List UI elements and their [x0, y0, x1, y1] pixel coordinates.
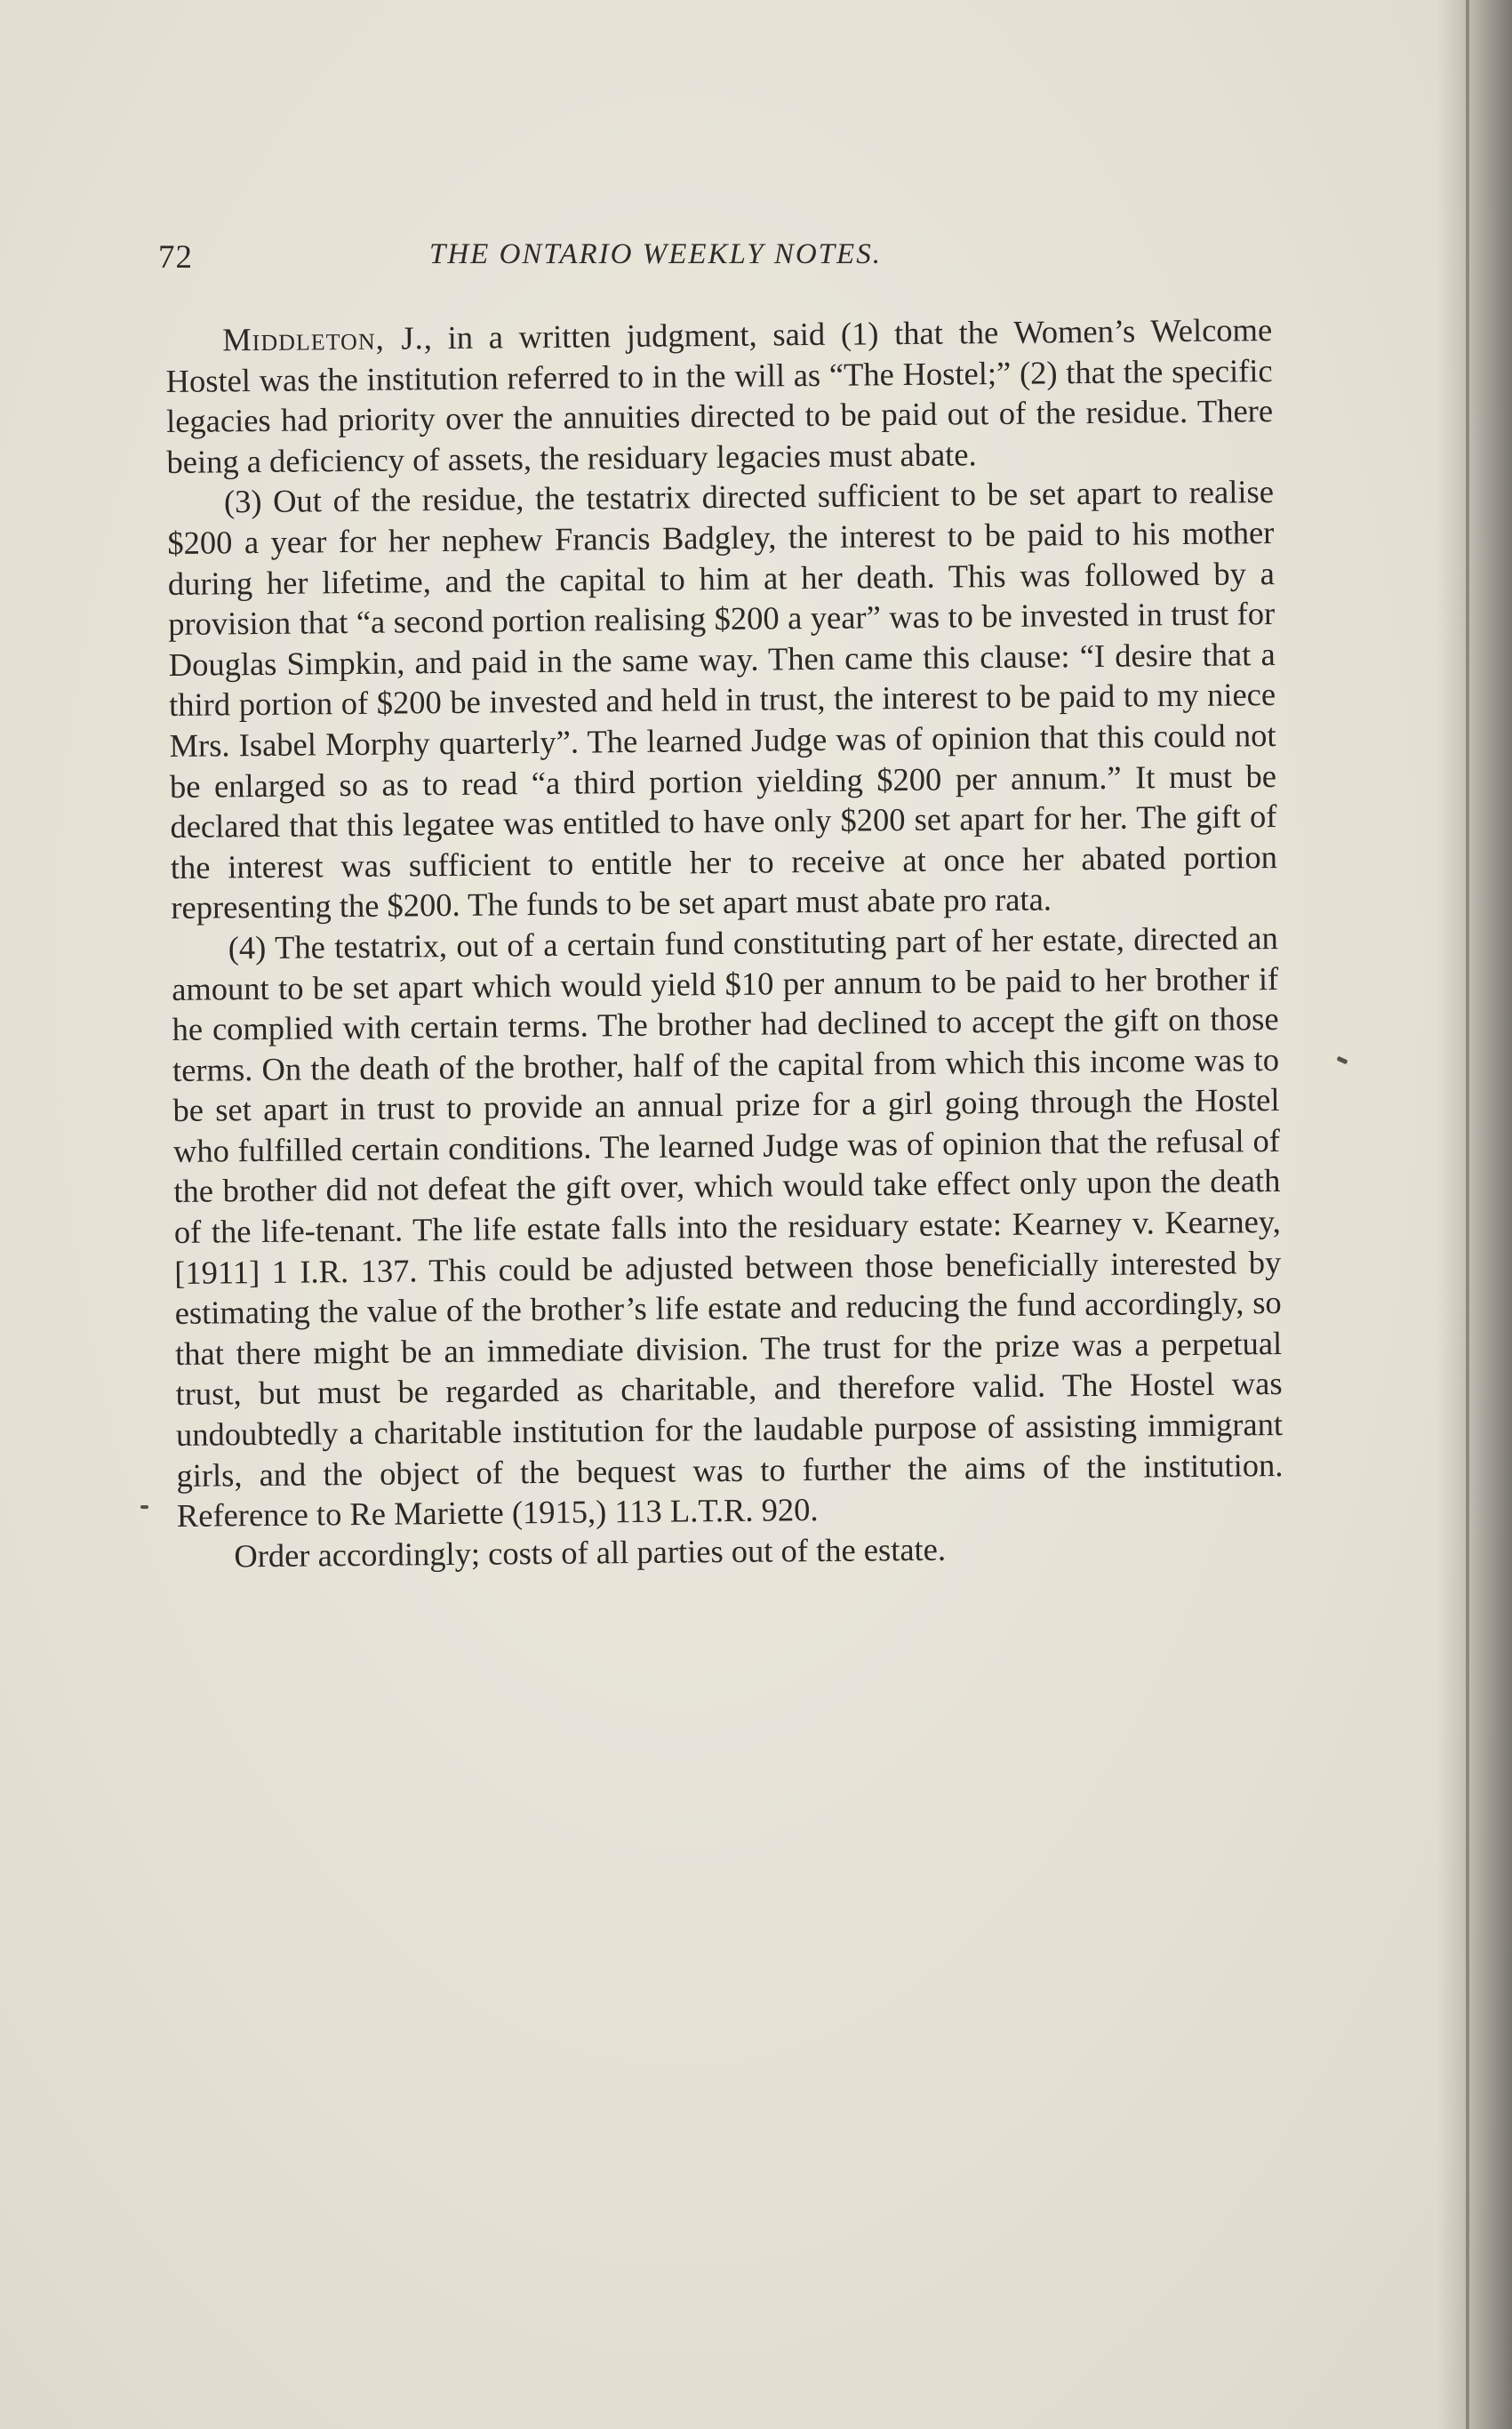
running-title: THE ONTARIO WEEKLY NOTES. — [429, 238, 882, 270]
page-header — [158, 238, 1296, 283]
ink-speck — [140, 1505, 148, 1509]
ink-speck — [1337, 1056, 1348, 1065]
judge-name: Middleton, J. — [222, 319, 424, 358]
judgment-text — [165, 309, 1284, 1576]
book-gutter-shadow — [1436, 0, 1512, 2429]
paragraph-4: Order accordingly; costs of all parties out of the estate. — [234, 1530, 947, 1575]
paragraph-1 — [165, 309, 1274, 482]
paragraph-2: (3) Out of the residue, the testatrix directed sufficient to be set apart to realise $200 a year for her nephew Francis Badgley, the interest to be paid to his mother during her lifetime, and the capital to him at her death. This was followed by a provision that “a second portion realising $200 a year” was to be invested in trust for Douglas Simpkin, and paid in the same way. Then came this clause: “I desire that a third portion of $200 be invested and held in trust, the interest to be paid to my niece Mrs. Isabel Morphy quarterly”. The learned Judge was of opinion that this could not be enlarged so as to read “a third portion yielding $200 per annum.” It must be declared that this legatee was entitled to have only $200 set apart for her. The gift of the interest was sufficient to entitle her to receive at once her abated portion representing the $200. The funds to be set apart must abate pro rata. — [167, 473, 1278, 926]
paragraph-1-text: , in a written judgment, said (1) that the Women’s Welcome Hostel was the institution referred to in the will as “The Hostel;” (2) that the specific legacies had priority over the annuities directed to be paid out of the residue. There being a deficiency of assets, the residuary legacies must abate. — [165, 311, 1274, 480]
paragraph-3: (4) The testatrix, out of a certain fund constituting part of her estate, directed an amount to be set apart which would yield $10 per annum to be paid to her brother if he complied with certain terms. The brother had declined to accept the gift on those terms. On the death of the brother, half of the capital from which this income was to be set apart in trust to provide an annual prize for a girl going through the Hostel who fulfilled certain conditions. The learned Judge was of opinion that the refusal of the brother did not defeat the gift over, which would take effect only upon the death of the life-tenant. The life estate falls into the residuary estate: Kearney v. Kearney, [1911] 1 I.R. 137. This could be adjusted between those beneficially interested by estimating the value of the brother’s life estate and reducing the fund accordingly, so that there might be an immediate division. The trust for the prize was a perpetual trust, but must be regarded as charitable, and therefore valid. The Hostel was undoubtedly a charitable institution for the laudable purpose of assisting immigrant girls, and the object of the bequest was to further the aims of the institution. Reference to Re Mariette (1915,) 113 L.T.R. 920. — [172, 918, 1284, 1535]
page-number: 72 — [158, 239, 193, 276]
book-spine-edge — [1466, 0, 1469, 2429]
